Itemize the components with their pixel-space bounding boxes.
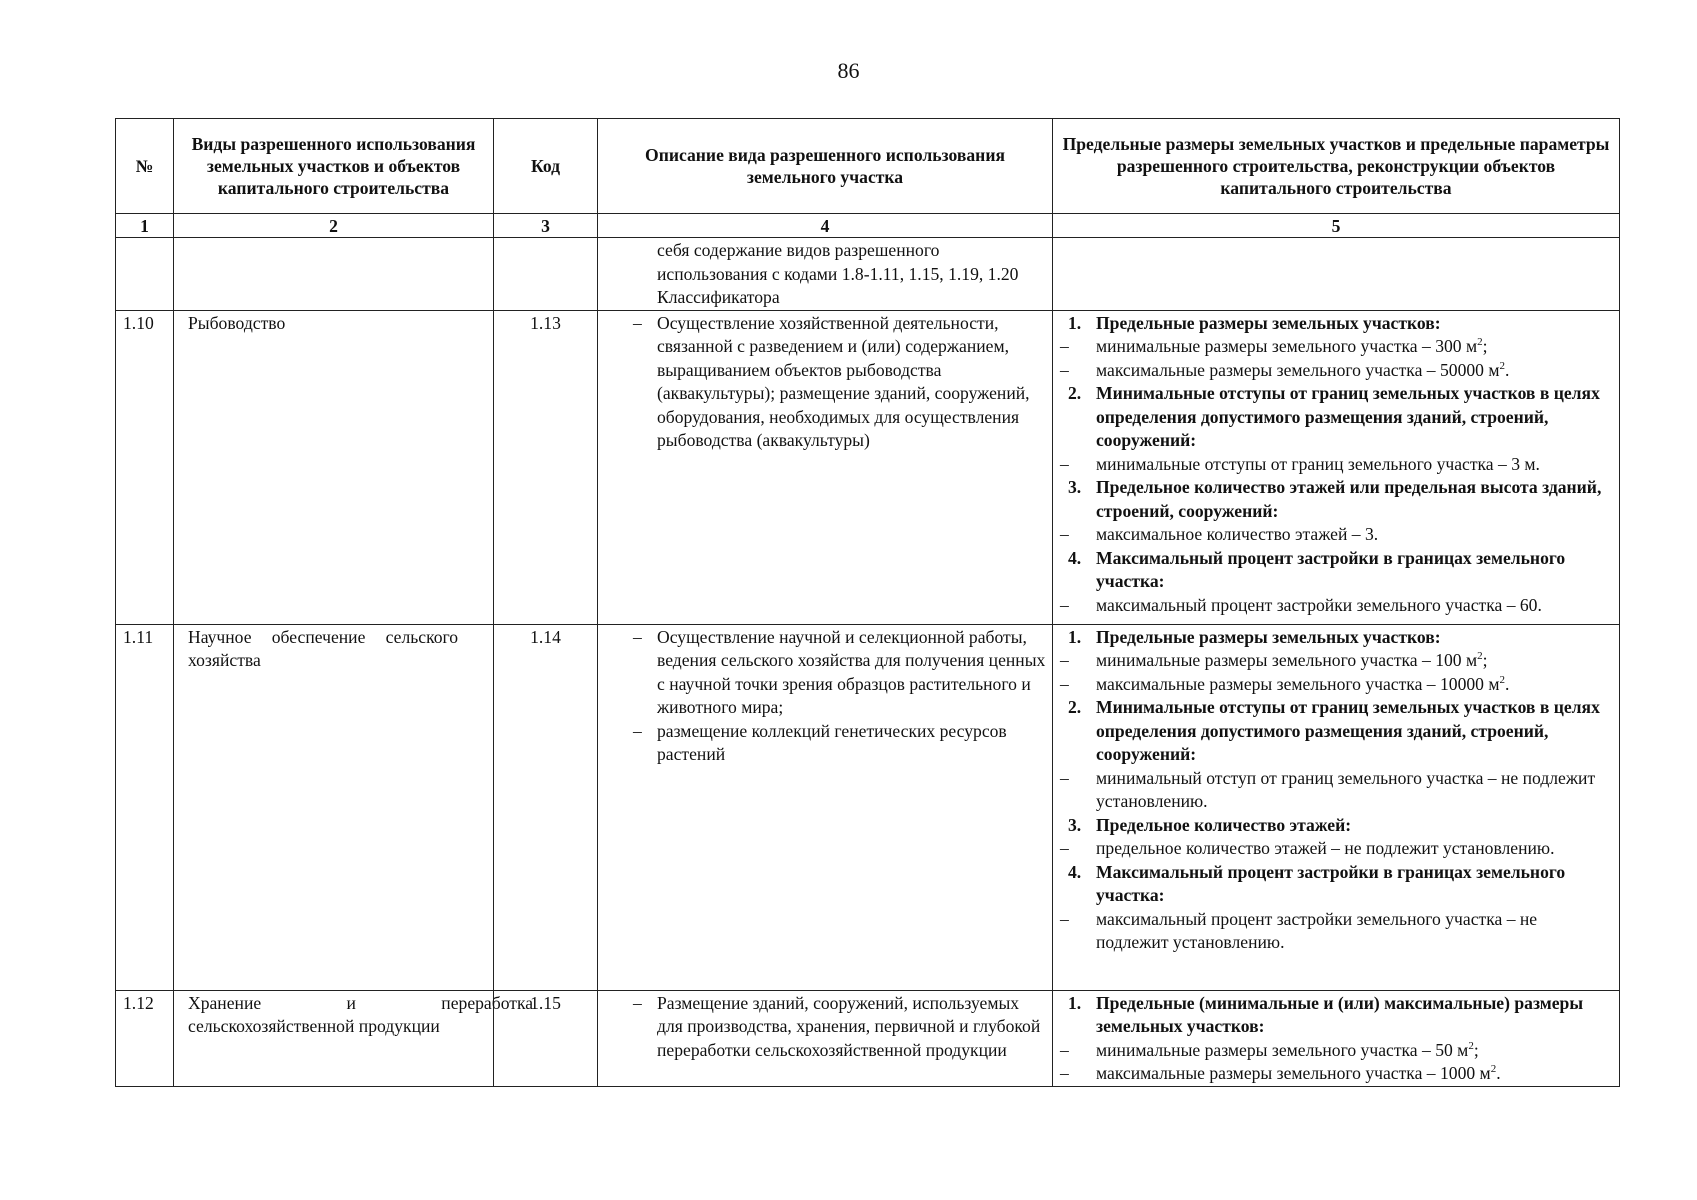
param-detail: минимальные размеры земельного участка – 50 м	[1096, 1039, 1469, 1060]
use-type-name	[174, 624, 494, 990]
param-detail: максимальные размеры земельного участка – 50000 м	[1096, 359, 1500, 380]
use-code: 1.14	[494, 624, 598, 990]
use-code: 1.13	[494, 310, 598, 624]
header-use-type: Виды разрешенного использования земельных участков и объектов капитального строительства	[174, 119, 494, 214]
param-detail: – максимальный процент застройки земельного участка – 60.	[1058, 594, 1614, 618]
superscript: 2	[1477, 650, 1483, 663]
table-row	[116, 310, 1620, 624]
table-header-row	[116, 119, 1620, 214]
table-row	[116, 624, 1620, 990]
header-code: Код	[494, 119, 598, 214]
param-detail: максимальные размеры земельного участка – 10000 м	[1096, 673, 1500, 694]
name-text: Хранение и переработка	[188, 992, 534, 1013]
use-type-name: Рыбоводство	[174, 310, 494, 624]
param-detail: – предельное количество этажей – не подлежит установлению.	[1058, 837, 1614, 861]
parameters-cell	[1053, 624, 1620, 990]
use-type-name	[174, 990, 534, 1086]
column-number: 5	[1053, 214, 1620, 238]
row-number: 1.12	[116, 990, 174, 1086]
page-number: 86	[837, 58, 860, 83]
superscript: 2	[1499, 359, 1505, 372]
punctuation: ;	[1473, 1039, 1479, 1060]
description-continuation: себя содержание видов разрешенного использования с кодами 1.8-1.11, 1.15, 1.19, 1.20 Классификатора	[657, 240, 1019, 307]
superscript: 2	[1468, 1039, 1474, 1052]
param-heading: Предельные (минимальные и (или) максимальные) размеры земельных участков:	[1096, 992, 1584, 1036]
parameters-cell	[1053, 990, 1620, 1086]
list-number: 1.	[1068, 626, 1082, 647]
punctuation: .	[1505, 673, 1510, 694]
param-detail: – минимальные отступы от границ земельного участка – 3 м.	[1058, 453, 1614, 477]
superscript: 2	[1490, 1063, 1497, 1076]
list-number: 4.	[1068, 861, 1082, 882]
parameters-cell	[1053, 310, 1620, 624]
param-detail: минимальные размеры земельного участка – 300 м	[1096, 336, 1478, 356]
header-description: Описание вида разрешенного использования земельного участка	[598, 119, 1053, 214]
punctuation: .	[1505, 359, 1510, 380]
list-number: 3.	[1068, 477, 1082, 497]
param-heading: Предельное количество этажей или предельная высота зданий, строений, сооружений:	[1096, 477, 1602, 521]
name-line	[188, 992, 534, 1016]
list-number: 3.	[1068, 814, 1082, 835]
description-item: – Размещение зданий, сооружений, используемых для производства, хранения, первичной и глубокой переработки сельскохозяйственной продукции	[603, 992, 1047, 1063]
list-number: 1.	[1068, 992, 1082, 1013]
param-heading: Минимальные отступы от границ земельных участков в целях определения допустимого размещения зданий, строений, сооружений:	[1096, 697, 1600, 764]
punctuation: ;	[1482, 336, 1488, 356]
land-use-table	[115, 118, 1620, 1087]
name-line	[188, 626, 488, 650]
row-number: 1.10	[116, 310, 174, 624]
use-code: 1.15	[494, 990, 598, 1086]
row-number: 1.11	[116, 624, 174, 990]
column-number: 2	[174, 214, 494, 238]
param-heading: Минимальные отступы от границ земельных участков в целях определения допустимого размещения зданий, строений, сооружений:	[1096, 383, 1600, 450]
list-number: 4.	[1068, 547, 1082, 568]
header-number: №	[116, 119, 174, 214]
list-number: 2.	[1068, 383, 1082, 403]
param-heading: Предельные размеры земельных участков:	[1096, 312, 1441, 333]
table-row	[116, 990, 1620, 1086]
param-heading: Максимальный процент застройки в границах земельного участка:	[1096, 861, 1566, 905]
param-heading: Предельное количество этажей:	[1096, 814, 1352, 835]
param-detail: – максимальный процент застройки земельного участка – не подлежит установлению.	[1058, 908, 1614, 955]
description-cell	[598, 624, 1053, 990]
description-cell	[598, 238, 1053, 311]
table-row	[116, 238, 1620, 311]
param-detail: – максимальное количество этажей – 3.	[1058, 523, 1614, 547]
header-parameters: Предельные размеры земельных участков и предельные параметры разрешенного строительства, реконструкции объектов капитального строительства	[1053, 119, 1620, 214]
column-number: 3	[494, 214, 598, 238]
description-item: – размещение коллекций генетических ресурсов растений	[603, 720, 1047, 767]
description-item: – Осуществление научной и селекционной работы, ведения сельского хозяйства для получения ценных с научной точки зрения образцов растительного и животного мира;	[603, 626, 1047, 720]
superscript: 2	[1499, 673, 1505, 686]
description-cell	[598, 310, 1053, 624]
description-item: – Осуществление хозяйственной деятельности, связанной с разведением и (или) содержанием, выращиванием объектов рыбоводства (аквакультуры); размещение зданий, сооружений, оборудования, необходимых для осуществления рыбоводства (аквакультуры)	[603, 312, 1047, 453]
name-line: сельскохозяйственной продукции	[188, 1016, 440, 1036]
param-heading: Максимальный процент застройки в границах земельного участка:	[1096, 547, 1566, 591]
param-detail: – минимальный отступ от границ земельного участка – не подлежит установлению.	[1058, 767, 1614, 814]
punctuation: ;	[1482, 650, 1488, 670]
column-number: 1	[116, 214, 174, 238]
column-number: 4	[598, 214, 1053, 238]
punctuation: .	[1496, 1063, 1501, 1083]
description-cell	[598, 990, 1053, 1086]
name-text: Научное обеспечение сельского	[188, 626, 459, 647]
column-number-row	[116, 214, 1620, 238]
list-number: 2.	[1068, 697, 1082, 717]
param-detail: максимальные размеры земельного участка – 1000 м	[1096, 1063, 1491, 1083]
name-line: хозяйства	[188, 650, 261, 670]
param-detail: минимальные размеры земельного участка – 100 м	[1096, 650, 1478, 670]
list-number: 1.	[1068, 312, 1082, 333]
superscript: 2	[1477, 336, 1483, 349]
param-heading: Предельные размеры земельных участков:	[1096, 626, 1441, 647]
